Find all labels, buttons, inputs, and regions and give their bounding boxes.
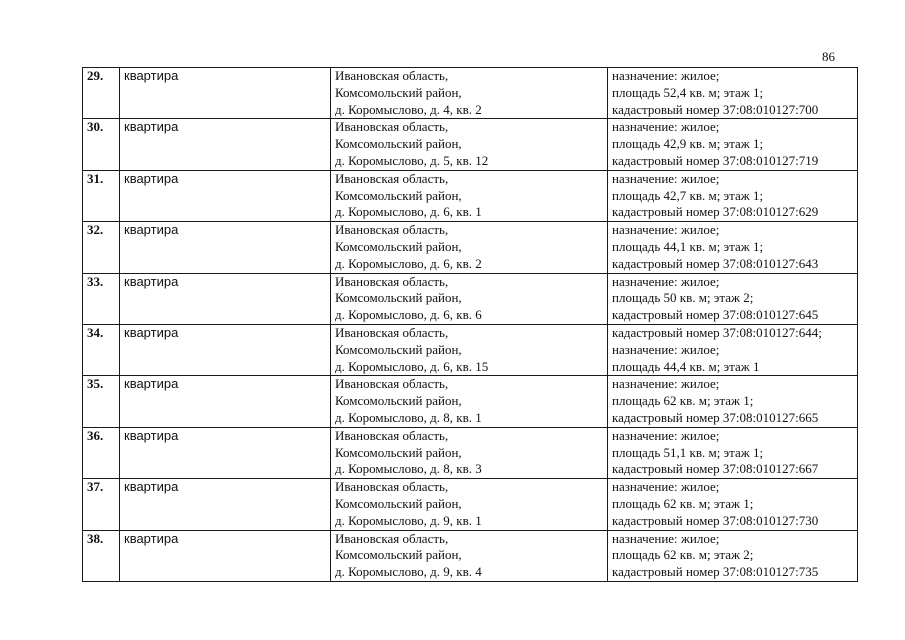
table-row: [83, 222, 858, 273]
detail-line: назначение: жилое;: [612, 119, 720, 135]
table-row: [83, 273, 858, 324]
address-line: д. Коромыслово, д. 8, кв. 1: [335, 409, 482, 425]
detail-line: площадь 52,4 кв. м; этаж 1;: [612, 84, 764, 100]
address-line: Ивановская область,: [335, 68, 449, 83]
address-line: Комсомольский район,: [335, 444, 462, 460]
property-address: [331, 170, 608, 221]
detail-line: кадастровый номер 37:08:010127:719: [612, 152, 819, 168]
row-number: 36.: [83, 427, 120, 478]
detail-line: назначение: жилое;: [612, 376, 720, 392]
address-line: Ивановская область,: [335, 530, 449, 546]
address-line: д. Коромыслово, д. 6, кв. 6: [335, 307, 482, 323]
row-number: 32.: [83, 222, 120, 273]
property-details: [608, 170, 858, 221]
detail-line: назначение: жилое;: [612, 170, 720, 186]
row-number: 35.: [83, 376, 120, 427]
address-line: Комсомольский район,: [335, 238, 462, 254]
property-details: [608, 530, 858, 581]
detail-line: площадь 44,4 кв. м; этаж 1: [612, 358, 760, 374]
property-address: [331, 68, 608, 119]
property-type: квартира: [120, 427, 331, 478]
address-line: Комсомольский район,: [335, 136, 462, 152]
row-number: 38.: [83, 530, 120, 581]
property-details: [608, 324, 858, 375]
row-number: 34.: [83, 324, 120, 375]
table-row: [83, 530, 858, 581]
detail-line: назначение: жилое;: [612, 68, 720, 83]
table-row: [83, 170, 858, 221]
detail-line: назначение: жилое;: [612, 530, 720, 546]
property-address: [331, 222, 608, 273]
row-number: 31.: [83, 170, 120, 221]
property-type: квартира: [120, 376, 331, 427]
property-address: [331, 273, 608, 324]
address-line: Ивановская область,: [335, 479, 449, 495]
table-row: [83, 376, 858, 427]
address-line: д. Коромыслово, д. 6, кв. 1: [335, 204, 482, 220]
detail-line: площадь 62 кв. м; этаж 1;: [612, 495, 754, 511]
detail-line: кадастровый номер 37:08:010127:730: [612, 512, 819, 528]
property-type: квартира: [120, 530, 331, 581]
detail-line: назначение: жилое;: [612, 341, 720, 357]
property-address: [331, 479, 608, 530]
detail-line: кадастровый номер 37:08:010127:667: [612, 461, 819, 477]
detail-line: кадастровый номер 37:08:010127:665: [612, 409, 819, 425]
address-line: д. Коромыслово, д. 8, кв. 3: [335, 461, 482, 477]
detail-line: назначение: жилое;: [612, 427, 720, 443]
table-row: [83, 427, 858, 478]
property-details: [608, 479, 858, 530]
property-details: [608, 427, 858, 478]
property-details: [608, 68, 858, 119]
address-line: д. Коромыслово, д. 4, кв. 2: [335, 101, 482, 117]
detail-line: площадь 50 кв. м; этаж 2;: [612, 290, 754, 306]
property-type: квартира: [120, 273, 331, 324]
address-line: Ивановская область,: [335, 273, 449, 289]
row-number: 29.: [83, 68, 120, 119]
detail-line: назначение: жилое;: [612, 479, 720, 495]
property-address: [331, 324, 608, 375]
address-line: д. Коромыслово, д. 6, кв. 15: [335, 358, 489, 374]
property-type: квартира: [120, 68, 331, 119]
property-type: квартира: [120, 170, 331, 221]
address-line: д. Коромыслово, д. 6, кв. 2: [335, 255, 482, 271]
detail-line: кадастровый номер 37:08:010127:629: [612, 204, 819, 220]
address-line: Ивановская область,: [335, 427, 449, 443]
address-line: Комсомольский район,: [335, 495, 462, 511]
property-details: [608, 273, 858, 324]
address-line: Комсомольский район,: [335, 290, 462, 306]
property-type: квартира: [120, 222, 331, 273]
address-line: Комсомольский район,: [335, 547, 462, 563]
detail-line: площадь 42,7 кв. м; этаж 1;: [612, 187, 764, 203]
address-line: Комсомольский район,: [335, 187, 462, 203]
detail-line: кадастровый номер 37:08:010127:643: [612, 255, 819, 271]
table-row: [83, 68, 858, 119]
address-line: Ивановская область,: [335, 376, 449, 392]
property-details: [608, 222, 858, 273]
detail-line: кадастровый номер 37:08:010127:735: [612, 564, 819, 580]
property-address: [331, 119, 608, 170]
page-number: 86: [822, 49, 835, 64]
address-line: Комсомольский район,: [335, 341, 462, 357]
address-line: Ивановская область,: [335, 119, 449, 135]
detail-line: кадастровый номер 37:08:010127:700: [612, 101, 819, 117]
detail-line: назначение: жилое;: [612, 273, 720, 289]
property-type: квартира: [120, 119, 331, 170]
detail-line: площадь 51,1 кв. м; этаж 1;: [612, 444, 764, 460]
property-type: квартира: [120, 479, 331, 530]
address-line: д. Коромыслово, д. 9, кв. 4: [335, 564, 482, 580]
address-line: д. Коромыслово, д. 9, кв. 1: [335, 512, 482, 528]
address-line: Комсомольский район,: [335, 84, 462, 100]
row-number: 33.: [83, 273, 120, 324]
property-type: квартира: [120, 324, 331, 375]
property-details: [608, 376, 858, 427]
table-row: [83, 479, 858, 530]
row-number: 37.: [83, 479, 120, 530]
address-line: д. Коромыслово, д. 5, кв. 12: [335, 152, 489, 168]
property-details: [608, 119, 858, 170]
detail-line: кадастровый номер 37:08:010127:645: [612, 307, 819, 323]
detail-line: площадь 62 кв. м; этаж 1;: [612, 393, 754, 409]
property-table-body: [83, 68, 858, 582]
row-number: 30.: [83, 119, 120, 170]
property-address: [331, 427, 608, 478]
detail-line: назначение: жилое;: [612, 222, 720, 238]
table-row: [83, 324, 858, 375]
address-line: Комсомольский район,: [335, 393, 462, 409]
table-row: [83, 119, 858, 170]
property-address: [331, 530, 608, 581]
address-line: Ивановская область,: [335, 324, 449, 340]
address-line: Ивановская область,: [335, 222, 449, 238]
property-table: [82, 67, 858, 582]
detail-line: площадь 42,9 кв. м; этаж 1;: [612, 136, 764, 152]
property-address: [331, 376, 608, 427]
detail-line: площадь 44,1 кв. м; этаж 1;: [612, 238, 764, 254]
detail-line: кадастровый номер 37:08:010127:644;: [612, 324, 822, 340]
address-line: Ивановская область,: [335, 170, 449, 186]
detail-line: площадь 62 кв. м; этаж 2;: [612, 547, 754, 563]
